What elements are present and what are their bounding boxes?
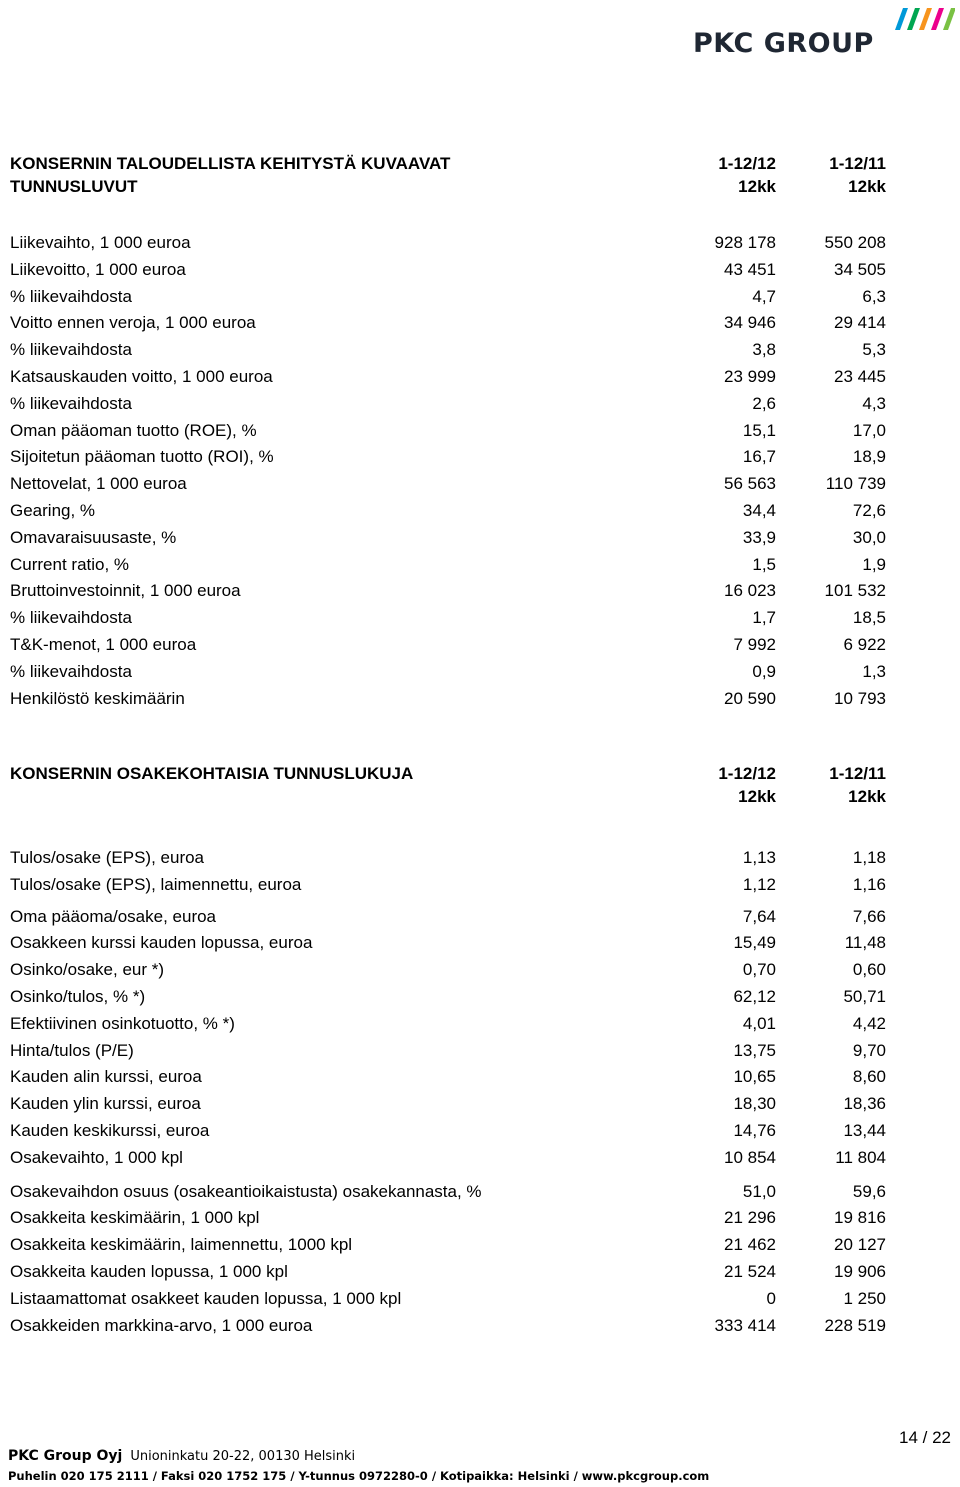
row-label: Osakevaihto, 1 000 kpl: [10, 1147, 183, 1167]
table-row: [10, 660, 890, 684]
row-label: Kauden keskikurssi, euroa: [10, 1121, 210, 1140]
row-value-2011: 11 804: [835, 1147, 886, 1167]
table-row: [10, 1146, 890, 1170]
row-value-2011: 11,48: [844, 933, 886, 953]
row-value-2012: 34 946: [724, 313, 776, 333]
row-value-2012: 23 999: [724, 367, 776, 386]
row-value-2011: 17,0: [852, 420, 886, 440]
row-value-2011: 13,44: [843, 1121, 886, 1140]
row-value-2011: 59,6: [852, 1181, 886, 1201]
table-row: [10, 958, 890, 982]
row-value-2011: 19 816: [834, 1208, 886, 1228]
row-value-2012: 1,5: [752, 554, 776, 574]
row-label: Osinko/osake, eur *): [10, 960, 165, 980]
row-value-2011: 50,71: [843, 987, 886, 1006]
row-value-2012: 10,65: [733, 1067, 776, 1087]
table-row: [10, 311, 890, 335]
row-label: Voitto ennen veroja, 1 000 euroa: [10, 313, 256, 333]
row-value-2012: 0: [766, 1288, 776, 1308]
row-label: Kauden alin kurssi, euroa: [10, 1067, 202, 1087]
row-label: Osakevaihdon osuus (osakeantioikaistusta) osakekannasta, %: [10, 1181, 482, 1201]
row-value-2012: 4,7: [752, 286, 776, 306]
row-label: Omavaraisuusaste, %: [10, 527, 177, 547]
row-label: Osinko/tulos, % *): [10, 987, 146, 1006]
row-value-2011: 4,3: [862, 393, 886, 413]
table-row: [10, 873, 890, 897]
logo-stripe: [907, 8, 920, 30]
row-label: % liikevaihdosta: [10, 608, 132, 628]
row-label: % liikevaihdosta: [10, 286, 132, 306]
row-value-2011: 23 445: [834, 367, 886, 386]
table-row: [10, 1065, 890, 1089]
row-label: Listaamattomat osakkeet kauden lopussa, 1 000 kpl: [10, 1288, 402, 1308]
row-value-2012: 333 414: [714, 1315, 776, 1335]
footer-address: Unioninkatu 20-22, 00130 Helsinki: [130, 1449, 356, 1464]
table-row: [10, 1260, 890, 1284]
row-label: Osakkeiden markkina-arvo, 1 000 euroa: [10, 1315, 313, 1335]
row-value-2012: 0,9: [752, 661, 776, 681]
row-label: % liikevaihdosta: [10, 393, 132, 413]
row-value-2012: 2,6: [752, 393, 776, 413]
table-row: [10, 338, 890, 362]
row-value-2012: 1,7: [752, 608, 776, 628]
table-row: [10, 931, 890, 955]
row-value-2012: 21 462: [724, 1235, 776, 1255]
row-value-2011: 6 922: [843, 635, 886, 654]
logo-stripe: [895, 8, 908, 30]
table-row: [10, 687, 890, 711]
row-value-2012: 14,76: [733, 1121, 776, 1140]
row-label: Tulos/osake (EPS), laimennettu, euroa: [10, 874, 302, 894]
row-value-2011: 10 793: [834, 688, 886, 708]
table-row: [10, 285, 890, 309]
logo-stripe: [919, 8, 932, 30]
row-label: Oman pääoman tuotto (ROE), %: [10, 420, 257, 440]
row-value-2012: 15,49: [733, 933, 776, 953]
row-value-2011: 228 519: [824, 1315, 886, 1335]
row-value-2012: 4,01: [742, 1013, 776, 1033]
section2-col2-header: 1-12/11 12kk: [829, 764, 886, 806]
row-label: Liikevoitto, 1 000 euroa: [10, 259, 186, 279]
row-label: Hinta/tulos (P/E): [10, 1040, 134, 1060]
table-row: [10, 1092, 890, 1116]
row-value-2011: 18,5: [852, 608, 886, 628]
company-logo: [693, 6, 955, 58]
row-label: Kauden ylin kurssi, euroa: [10, 1094, 201, 1114]
section1-col2-header: 1-12/11 12kk: [829, 154, 886, 196]
row-value-2012: 16,7: [742, 447, 776, 467]
row-value-2011: 34 505: [834, 259, 886, 279]
row-label: T&K-menot, 1 000 euroa: [10, 635, 197, 654]
table-row: [10, 606, 890, 630]
logo-stripes-icon: [891, 6, 955, 32]
section2-title: KONSERNIN OSAKEKOHTAISIA TUNNUSLUKUJA: [10, 764, 414, 783]
row-value-2012: 928 178: [714, 233, 776, 252]
row-value-2012: 43 451: [724, 259, 776, 279]
row-label: Tulos/osake (EPS), euroa: [10, 848, 205, 867]
row-label: % liikevaihdosta: [10, 340, 132, 360]
logo-text: PKC GROUP: [693, 28, 874, 59]
row-value-2011: 0,60: [852, 960, 886, 980]
row-value-2012: 7 992: [733, 635, 776, 654]
table-row: [10, 526, 890, 550]
row-value-2012: 3,8: [752, 340, 776, 360]
row-value-2012: 20 590: [724, 688, 776, 708]
table-row: [10, 1206, 890, 1230]
row-value-2011: 20 127: [834, 1235, 886, 1255]
row-label: Current ratio, %: [10, 554, 130, 574]
row-value-2011: 30,0: [852, 527, 886, 547]
row-value-2012: 1,12: [742, 874, 776, 894]
row-value-2011: 1,16: [852, 874, 886, 894]
logo-stripe: [931, 8, 944, 30]
row-value-2011: 9,70: [852, 1040, 886, 1060]
row-value-2012: 62,12: [733, 987, 776, 1006]
row-value-2012: 21 524: [724, 1262, 776, 1281]
table-row: [10, 365, 890, 389]
footer: [8, 1446, 709, 1485]
row-label: Nettovelat, 1 000 euroa: [10, 474, 187, 494]
row-value-2011: 18,9: [852, 447, 886, 467]
row-label: Osakkeita kauden lopussa, 1 000 kpl: [10, 1262, 288, 1281]
section1-title: KONSERNIN TALOUDELLISTA KEHITYSTÄ KUVAAVAT TUNNUSLUVUT: [10, 154, 451, 196]
table-row: [10, 905, 890, 929]
row-value-2011: 72,6: [852, 501, 886, 520]
footer-contact: Puhelin 020 175 2111 / Faksi 020 1752 175 / Y-tunnus 0972280-0 / Kotipaikka: Helsinki / www.pkcgroup.com: [8, 1469, 710, 1483]
row-value-2012: 10 854: [724, 1147, 776, 1167]
table-row: [10, 1180, 890, 1204]
table-row: [10, 472, 890, 496]
row-value-2012: 56 563: [724, 474, 776, 494]
row-value-2011: 110 739: [825, 474, 886, 494]
row-label: Osakkeita keskimäärin, laimennettu, 1000 kpl: [10, 1235, 353, 1255]
row-value-2011: 29 414: [834, 313, 886, 333]
row-label: Henkilöstö keskimäärin: [10, 688, 185, 708]
row-value-2011: 101 532: [824, 581, 886, 601]
table-row: [10, 579, 890, 603]
table-row: [10, 445, 890, 469]
page-number: 14 / 22: [899, 1428, 951, 1447]
row-label: Osakkeen kurssi kauden lopussa, euroa: [10, 933, 313, 953]
table-row: [10, 392, 890, 416]
row-value-2012: 18,30: [733, 1094, 776, 1114]
row-label: Liikevaihto, 1 000 euroa: [10, 233, 191, 252]
row-value-2011: 8,60: [852, 1067, 886, 1087]
row-value-2011: 19 906: [834, 1262, 886, 1281]
table-row: [10, 553, 890, 577]
table-row: [10, 231, 890, 255]
row-value-2011: 5,3: [862, 340, 886, 360]
row-value-2012: 16 023: [724, 581, 776, 601]
row-label: Gearing, %: [10, 501, 96, 520]
table-row: [10, 499, 890, 523]
section1-col1-header: 1-12/12 12kk: [718, 154, 776, 196]
row-value-2011: 18,36: [843, 1094, 886, 1114]
row-value-2012: 0,70: [742, 960, 776, 980]
row-value-2012: 51,0: [742, 1181, 776, 1201]
row-value-2011: 4,42: [852, 1013, 886, 1033]
table-row: [10, 1314, 890, 1338]
row-label: % liikevaihdosta: [10, 661, 132, 681]
row-value-2012: 33,9: [742, 527, 776, 547]
table-row: [10, 846, 890, 870]
row-value-2012: 13,75: [733, 1040, 776, 1060]
row-value-2011: 1,18: [852, 848, 886, 867]
table-row: [10, 419, 890, 443]
row-value-2011: 1,3: [862, 661, 886, 681]
row-value-2011: 1,9: [862, 554, 886, 574]
row-value-2012: 7,64: [742, 906, 776, 926]
row-label: Efektiivinen osinkotuotto, % *): [10, 1013, 235, 1033]
table-row: [10, 985, 890, 1009]
table-row: [10, 633, 890, 657]
row-label: Oma pääoma/osake, euroa: [10, 906, 217, 926]
row-value-2012: 34,4: [742, 501, 776, 520]
footer-company: PKC Group Oyj: [8, 1448, 123, 1464]
row-value-2012: 1,13: [742, 848, 776, 867]
row-label: Sijoitetun pääoman tuotto (ROI), %: [10, 447, 274, 467]
row-value-2011: 7,66: [852, 906, 886, 926]
row-value-2011: 6,3: [862, 286, 886, 306]
table-row: [10, 258, 890, 282]
table-row: [10, 1287, 890, 1311]
row-value-2011: 550 208: [824, 233, 886, 252]
table-row: [10, 1039, 890, 1063]
logo-stripe: [943, 8, 955, 30]
table-row: [10, 1233, 890, 1257]
table-row: [10, 1012, 890, 1036]
table-row: [10, 1119, 890, 1143]
row-value-2012: 21 296: [724, 1208, 776, 1228]
section2-col1-header: 1-12/12 12kk: [718, 764, 776, 806]
row-value-2012: 15,1: [742, 420, 776, 440]
row-label: Bruttoinvestoinnit, 1 000 euroa: [10, 581, 241, 601]
row-label: Katsauskauden voitto, 1 000 euroa: [10, 367, 273, 386]
row-value-2011: 1 250: [843, 1288, 886, 1308]
row-label: Osakkeita keskimäärin, 1 000 kpl: [10, 1208, 260, 1228]
